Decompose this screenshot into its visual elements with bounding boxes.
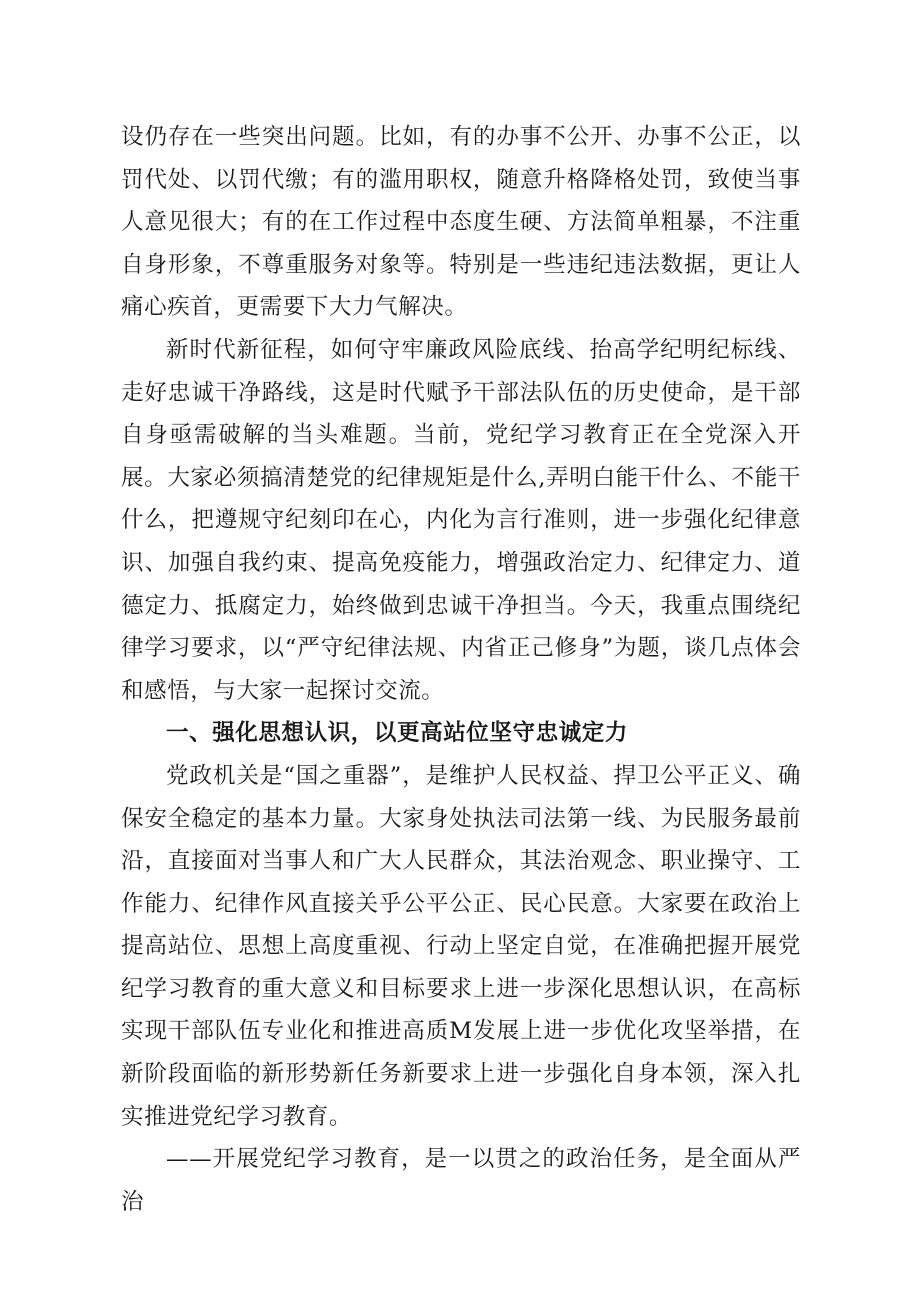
paragraph-continuation: 设仍存在一些突出问题。比如，有的办事不公开、办事不公正，以罚代处、以罚代缴；有的滥用职权，随意升格降格处罚，致使当事人意见很大；有的在工作过程中态度生硬、方法简单粗暴，不注重自身形象，不尊重服务对象等。特别是一些违纪违法数据，更让人痛心疾首，更需要下大力气解决。 [121, 124, 801, 321]
paragraph-new-era: 新时代新征程，如何守牢廉政风险底线、抬高学纪明纪标线、走好忠诚干净路线，这是时代赋予干部法队伍的历史使命，是干部自身亟需破解的当头难题。当前，党纪学习教育正在全党深入开展。大家必须搞清楚党的纪律规矩是什么,弄明白能干什么、不能干什么，把遵规守纪刻印在心，内化为言行准则，进一步强化纪律意识、加强自我约束、提高免疫能力，增强政治定力、纪律定力、道德定力、抵腐定力，始终做到忠诚干净担当。今天，我重点围绕纪律学习要求，以“严守纪律法规、内省正己修身”为题，谈几点体会和感悟，与大家一起探讨交流。 [121, 336, 801, 704]
paragraph-party-organs: 党政机关是“国之重器”，是维护人民权益、捍卫公平正义、确保安全稳定的基本力量。大家身处执法司法第一线、为民服务最前沿，直接面对当事人和广大人民群众，其法治观念、职业操守、工作能力、纪律作风直接关乎公平公正、民心民意。大家要在政治上提高站位、思想上高度重视、行动上坚定自觉，在准确把握开展党纪学习教育的重大意义和目标要求上进一步深化思想认识，在高标实现干部队伍专业化和推进高质M发展上进一步优化攻坚举措，在新阶段面临的新形势新任务新要求上进一步强化自身本领，深入扎实推进党纪学习教育。 [121, 762, 801, 1130]
document-body [121, 116, 801, 1223]
paragraph-discipline-education: ——开展党纪学习教育，是一以贯之的政治任务，是全面从严治 [121, 1146, 801, 1215]
section-heading-1: 一、强化思想认识，以更高站位坚守忠诚定力 [166, 720, 629, 747]
